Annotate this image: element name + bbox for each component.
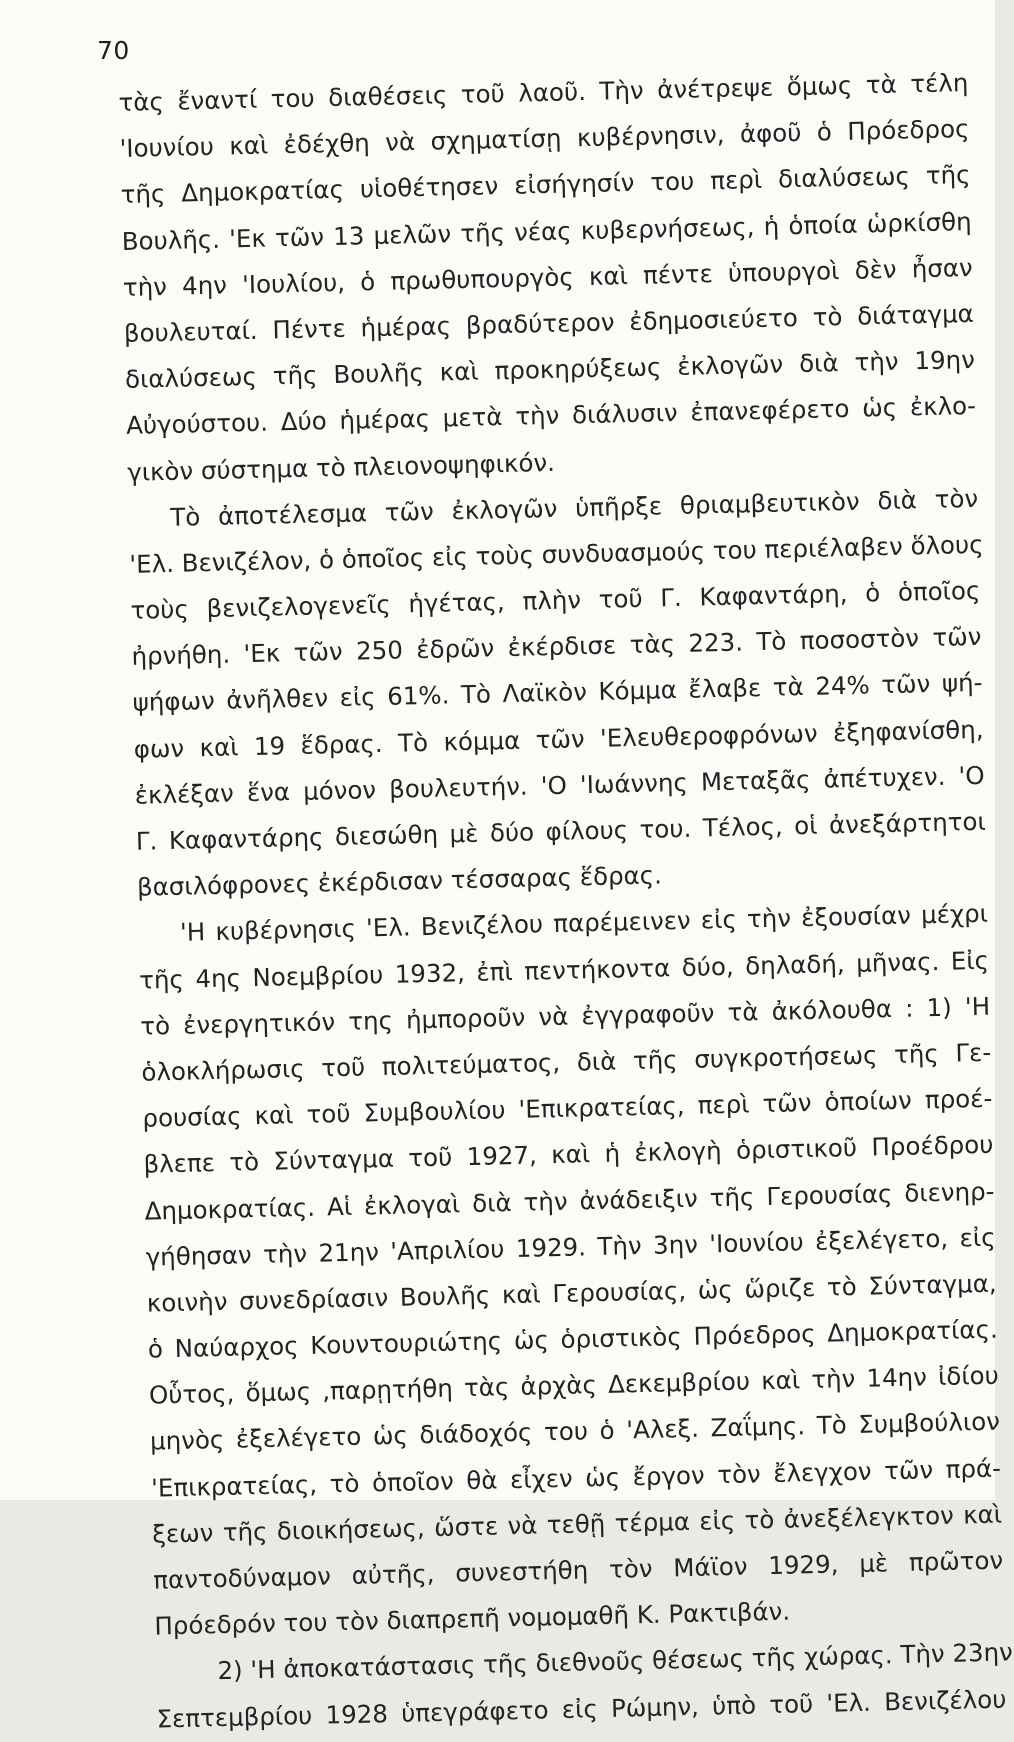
text-line: τὰς ἔναντί του διαθέσεις τοῦ λαοῦ. Τὴν ἀνέτρεψε ὅμως τὰ τέλη [118,67,969,117]
text-line: βλεπε τὸ Σύνταγμα τοῦ 1927, καὶ ἡ ἐκλογὴ ὁριστικοῦ Προέδρου [143,1129,994,1180]
text-line: διαλύσεως τῆς Βουλῆς καὶ προκηρύξεως ἐκλογῶν διὰ τὴν 19ην [124,345,976,395]
text-line: γικὸν σύστημα τὸ πλειονοψηφικόν. [126,447,556,487]
text-line: Οὗτος, ὅμως ,παρῃτήθη τὰς ἀρχὰς Δεκεμβρίου καὶ τὴν 14ην ἰδίου [148,1360,1000,1410]
text-line: ρουσίας καὶ τοῦ Συμβουλίου 'Επικρατείας, περὶ τῶν ὁποίων προέ- [142,1083,993,1133]
text-line: μηνὸς ἐξελέγετο ὡς διάδοχός του ὁ 'Αλεξ. Ζαΐμης. Τὸ Συμβούλιον [149,1407,1001,1457]
text-line: τῆς Δημοκρατίας υἱοθέτησεν εἰσήγησίν του περὶ διαλύσεως τῆς [120,160,971,210]
text-line: Σεπτεμβρίου 1928 ὑπεγράφετο εἰς Ρώμην, ὑπὸ τοῦ 'Ελ. Βενιζέλου [156,1684,1007,1734]
text-line: 'Ελ. Βενιζέλον, ὁ ὁποῖος εἰς τοὺς συνδυασμούς του περιέλαβεν ὅλους [129,529,984,579]
text-line: φων καὶ 19 ἕδρας. Τὸ κόμμα τῶν 'Ελευθεροφρόνων ἐξηφανίσθη, [133,714,984,764]
text-line: βουλευταί. Πέντε ἡμέρας βραδύτερον ἐδημοσιεύετο τὸ διάταγμα [123,298,975,348]
text-line: γήθησαν τὴν 21ην 'Απριλίου 1929. Τὴν 3ην 'Ιουνίου ἐξελέγετο, εἰς [145,1222,996,1272]
text-line: τὸ ἐνεργητικόν της ἠμποροῦν νὰ ἐγγραφοῦν τὰ ἀκόλουθα : 1) 'Η [139,991,991,1041]
body-text [118,60,1014,1742]
text-line: ἐκλέξαν ἕνα μόνον βουλευτήν. 'Ο 'Ιωάννης Μεταξᾶς ἀπέτυχεν. 'Ο [134,760,985,810]
text-line: τὴν 4ην 'Ιουλίου, ὁ πρωθυπουργὸς καὶ πέντε ὑπουργοὶ δὲν ἦσαν [122,252,973,302]
text-line: ψήφων ἀνῆλθεν εἰς 61%. Τὸ Λαϊκὸν Κόμμα ἔλαβε τὰ 24% τῶν ψή- [132,668,983,718]
text-line: 'Ιουνίου καὶ ἐδέχθη νὰ σχηματίσῃ κυβέρνησιν, ἀφοῦ ὁ Πρόεδρος [119,114,970,164]
text-line: βασιλόφρονες ἐκέρδισαν τέσσαρας ἕδρας. [136,860,663,902]
text-line: ξεων τῆς διοικήσεως, ὥστε νὰ τεθῇ τέρμα εἰς τὸ ἀνεξέλεγκτον καὶ [151,1499,1003,1549]
text-line: 'Η κυβέρνησις 'Ελ. Βενιζέλου παρέμεινεν εἰς τὴν ἐξουσίαν μέχρι [179,899,989,948]
text-line: Τὸ ἀποτέλεσμα τῶν ἐκλογῶν ὑπῆρξε θριαμβευτικὸν διὰ τὸν [169,483,979,532]
text-line: κοινὴν συνεδρίασιν Βουλῆς καὶ Γερουσίας, ὡς ὥριζε τὸ Σύνταγμα, [146,1268,997,1318]
text-line: παντοδύναμον αὐτῆς, συνεστήθη τὸν Μάϊον 1929, μὲ πρῶτον [153,1545,1004,1595]
text-line: 'Επικρατείας, τὸ ὁποῖον θὰ εἶχεν ὡς ἔργον τὸν ἔλεγχον τῶν πρά- [150,1453,1002,1503]
text-line: ὁ Ναύαρχος Κουντουριώτης ὡς ὁριστικὸς Πρόεδρος Δημοκρατίας. [147,1314,999,1364]
text-line: 2) 'Η ἀποκατάστασις τῆς διεθνοῦς θέσεως τῆς χώρας. Τὴν 23ην [217,1637,1014,1686]
text-line: τῆς 4ης Νοεμβρίου 1932, ἐπὶ πεντήκοντα δύο, δηλαδή, μῆνας. Εἰς [138,945,990,995]
text-line: ὁλοκλήρωσις τοῦ πολιτεύματος, διὰ τῆς συγκροτήσεως τῆς Γε- [141,1037,992,1087]
text-line: Πρόεδρόν του τὸν διαπρεπῆ νομομαθῆ Κ. Ρακτιβάν. [154,1596,791,1641]
text-line: ἠρνήθη. 'Εκ τῶν 250 ἐδρῶν ἐκέρδισε τὰς 223. Τὸ ποσοστὸν τῶν [131,622,982,672]
text-line: Αὐγούστου. Δύο ἡμέρας μετὰ τὴν διάλυσιν ἐπανεφέρετο ὡς ἐκλο- [125,391,977,441]
text-line: τοὺς βενιζελογενεῖς ἡγέτας, πλὴν τοῦ Γ. Καφαντάρη, ὁ ὁποῖος [130,575,981,625]
page-number: 70 [97,36,130,65]
text-line: Δημοκρατίας. Αἱ ἐκλογαὶ διὰ τὴν ἀνάδειξιν τῆς Γερουσίας διενηρ- [144,1176,995,1226]
text-line: Βουλῆς. 'Εκ τῶν 13 μελῶν τῆς νέας κυβερνήσεως, ἡ ὁποία ὡρκίσθη [121,206,972,256]
text-line: Γ. Καφαντάρης διεσώθη μὲ δύο φίλους του. Τέλος, οἱ ἀνεξάρτητοι [135,806,987,856]
